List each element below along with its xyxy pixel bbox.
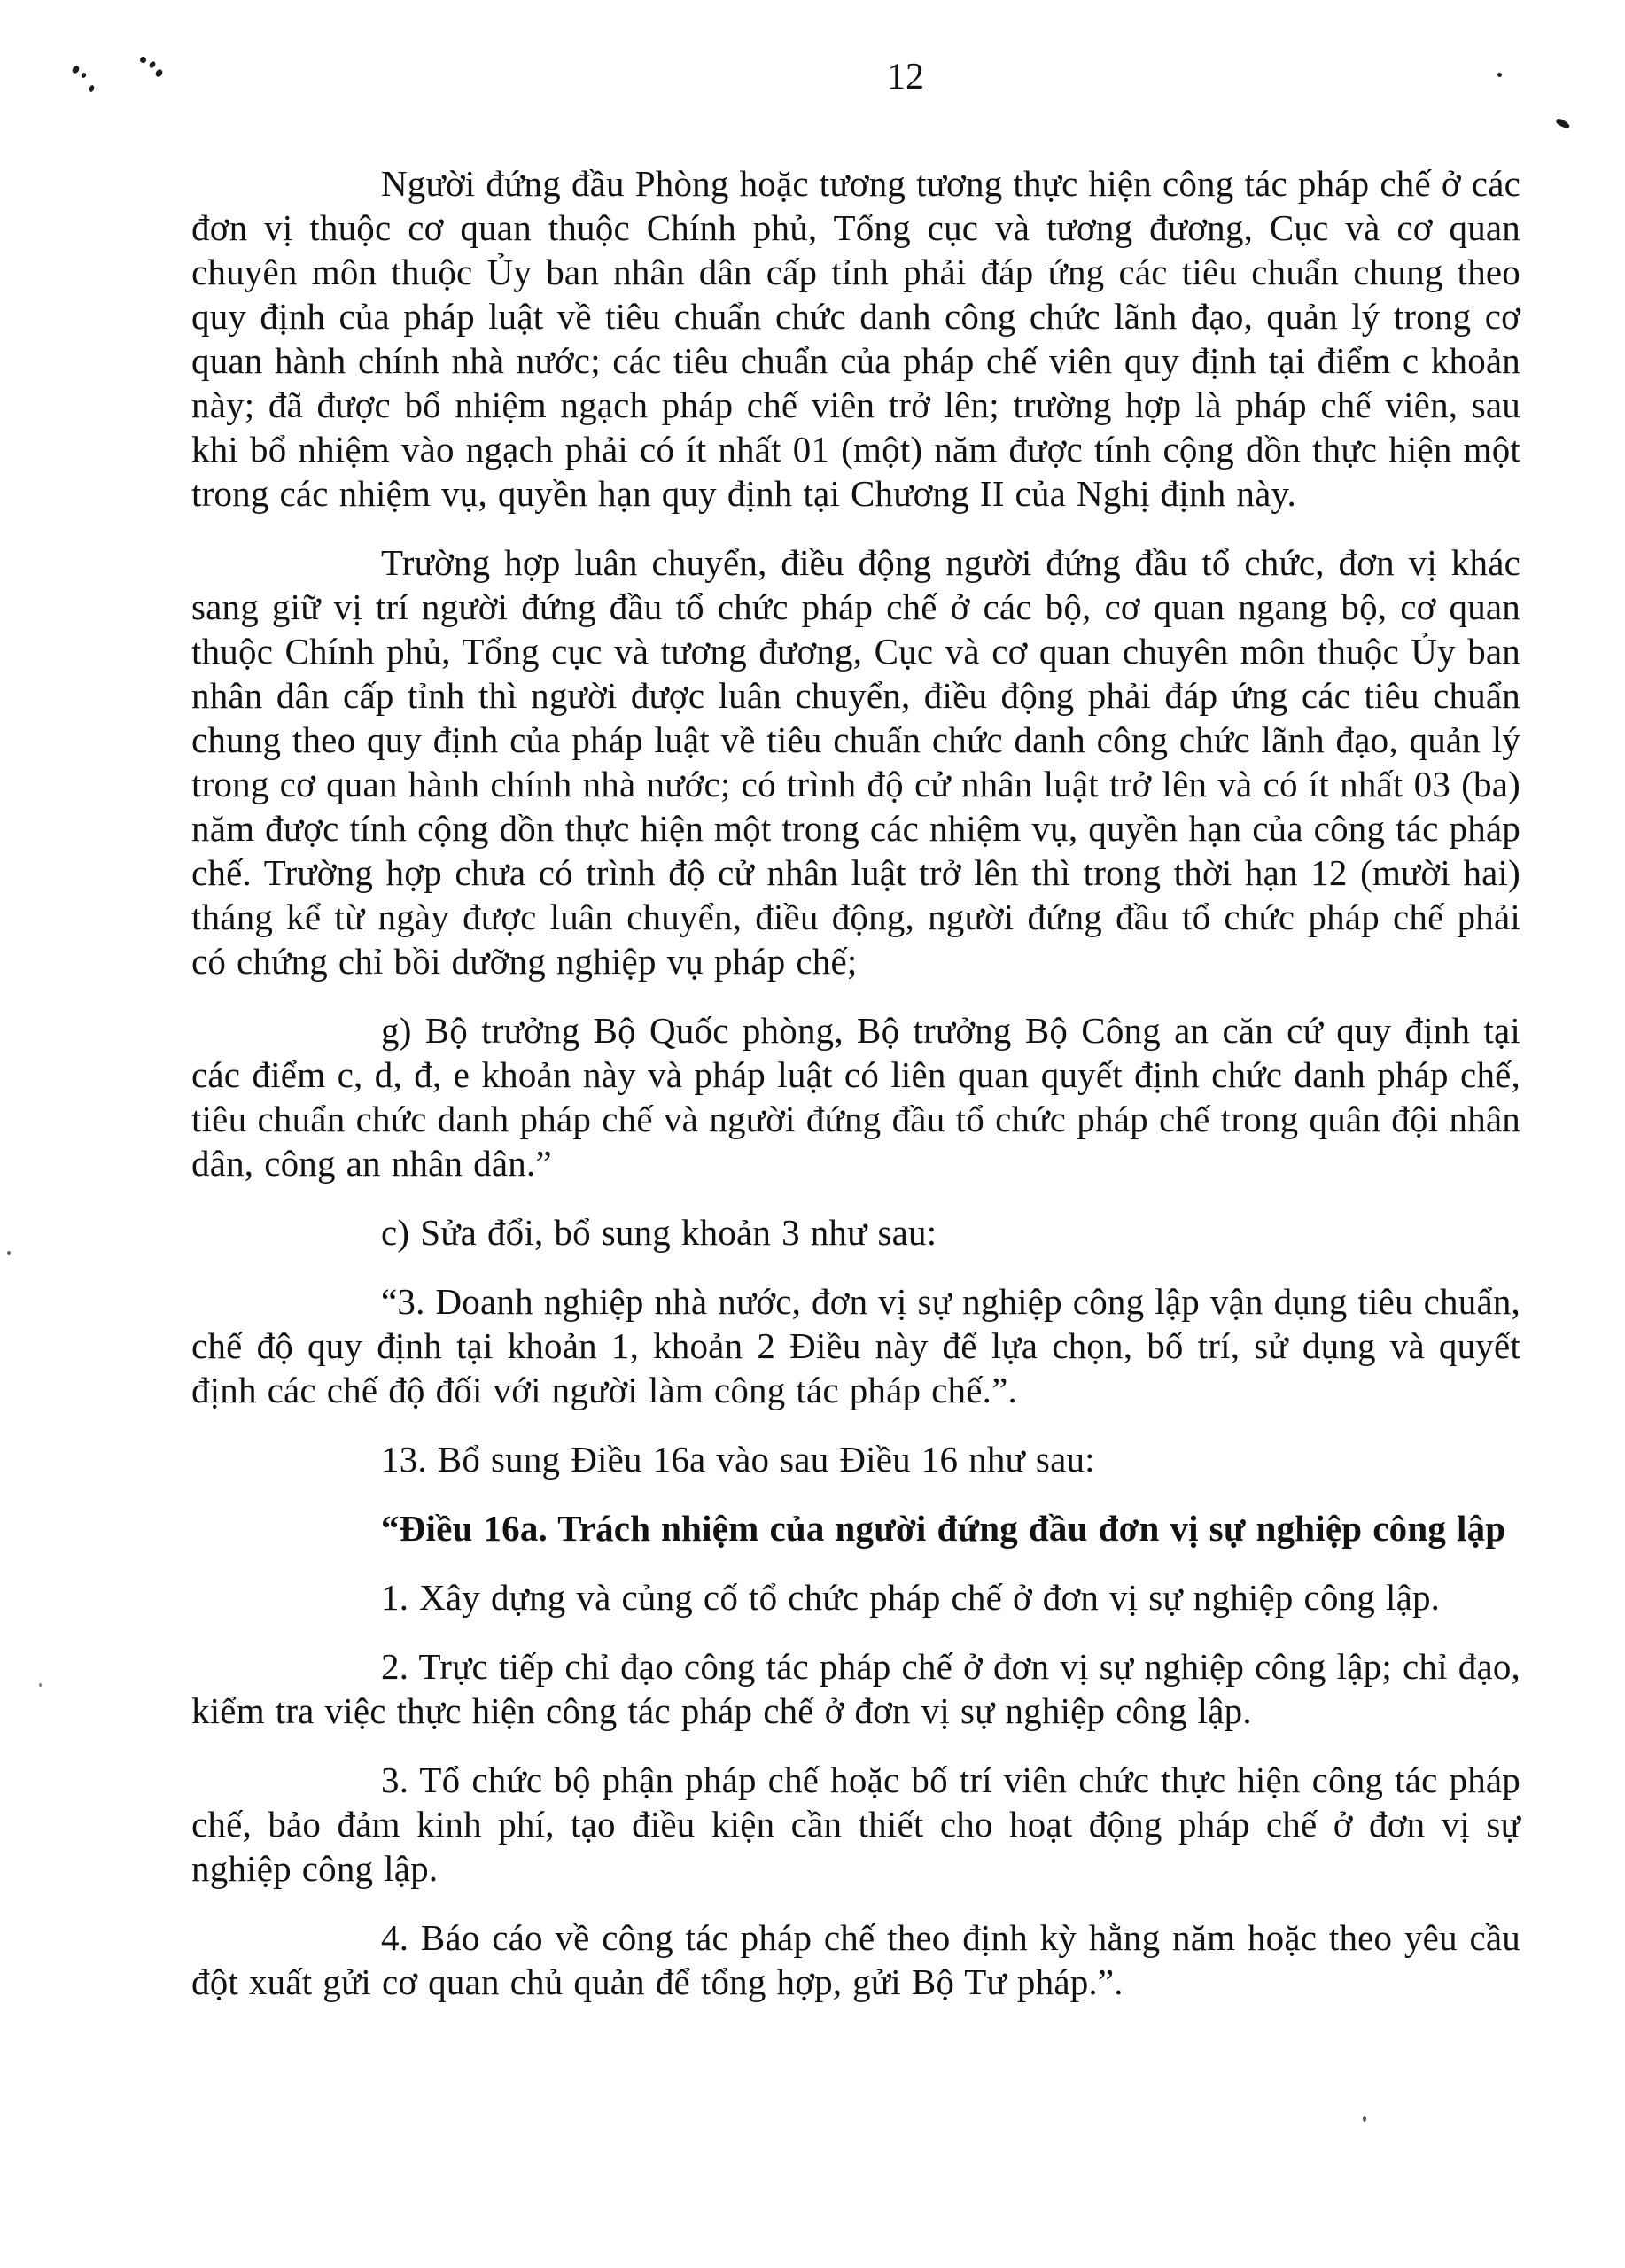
article-16a-heading: “Điều 16a. Trách nhiệm của người đứng đầu đơn vị sự nghiệp công lập	[381, 1508, 1506, 1549]
article-16a-item-4: 4. Báo cáo về công tác pháp chế theo định kỳ hằng năm hoặc theo yêu cầu đột xuất gửi cơ quan chủ quản để tổng hợp, gửi Bộ Tư pháp.”.	[191, 1917, 1520, 2002]
paragraph-clause-3-quoted: “3. Doanh nghiệp nhà nước, đơn vị sự nghiệp công lập vận dụng tiêu chuẩn, chế độ quy định tại khoản 1, khoản 2 Điều này để lựa chọn, bố trí, sử dụng và quyết định các chế độ đối với người làm công tác pháp chế.”.	[191, 1281, 1520, 1410]
ink-speck	[148, 60, 157, 69]
ink-speck	[140, 57, 146, 63]
article-16a-item-1: 1. Xây dựng và củng cố tổ chức pháp chế ở đơn vị sự nghiệp công lập.	[381, 1577, 1441, 1618]
ink-speck	[1363, 2116, 1366, 2122]
ink-speck	[7, 1251, 11, 1255]
ink-speck	[71, 65, 81, 74]
paragraph-rotation-transfer: Trường hợp luân chuyển, điều động người đứng đầu tổ chức, đơn vị khác sang giữ vị trí người đứng đầu tổ chức pháp chế ở các bộ, cơ quan ngang bộ, cơ quan thuộc Chính phủ, Tổng cục và tương đương, Cục và cơ quan chuyên môn thuộc Ủy ban nhân dân cấp tỉnh thì người được luân chuyển, điều động phải đáp ứng các tiêu chuẩn chung theo quy định của pháp luật về tiêu chuẩn chức danh công chức lãnh đạo, quản lý trong cơ quan hành chính nhà nước; có trình độ cử nhân luật trở lên và có ít nhất 03 (ba) năm được tính cộng dồn thực hiện một trong các nhiệm vụ, quyền hạn của công tác pháp chế. Trường hợp chưa có trình độ cử nhân luật trở lên thì trong thời hạn 12 (mười hai) tháng kể từ ngày được luân chuyển, điều động, người đứng đầu tổ chức pháp chế phải có chứng chỉ bồi dưỡng nghiệp vụ pháp chế;	[191, 542, 1520, 982]
ink-speck	[1555, 118, 1570, 130]
ink-speck	[39, 1683, 42, 1687]
ink-speck	[89, 84, 95, 92]
paragraph-point-c-amendment: c) Sửa đổi, bổ sung khoản 3 như sau:	[381, 1212, 937, 1253]
paragraph-item-13: 13. Bổ sung Điều 16a vào sau Điều 16 như sau:	[381, 1439, 1095, 1480]
page-number: 12	[887, 57, 924, 97]
ink-speck	[154, 68, 164, 78]
paragraph-point-g: g) Bộ trưởng Bộ Quốc phòng, Bộ trưởng Bộ Công an căn cứ quy định tại các điểm c, d, đ, e khoản này và pháp luật có liên quan quyết định chức danh pháp chế, tiêu chuẩn chức danh pháp chế và người đứng đầu tổ chức pháp chế trong quân đội nhân dân, công an nhân dân.”	[191, 1010, 1520, 1184]
document-body	[191, 161, 1520, 2004]
ink-speck	[81, 72, 87, 79]
paragraph-head-of-division: Người đứng đầu Phòng hoặc tương tương thực hiện công tác pháp chế ở các đơn vị thuộc cơ quan thuộc Chính phủ, Tổng cục và tương đương, Cục và cơ quan chuyên môn thuộc Ủy ban nhân dân cấp tỉnh phải đáp ứng các tiêu chuẩn chung theo quy định của pháp luật về tiêu chuẩn chức danh công chức lãnh đạo, quản lý trong cơ quan hành chính nhà nước; các tiêu chuẩn của pháp chế viên quy định tại điểm c khoản này; đã được bổ nhiệm ngạch pháp chế viên trở lên; trường hợp là pháp chế viên, sau khi bổ nhiệm vào ngạch phải có ít nhất 01 (một) năm được tính cộng dồn thực hiện một trong các nhiệm vụ, quyền hạn quy định tại Chương II của Nghị định này.	[191, 163, 1520, 514]
article-16a-item-2: 2. Trực tiếp chỉ đạo công tác pháp chế ở đơn vị sự nghiệp công lập; chỉ đạo, kiểm tra việc thực hiện công tác pháp chế ở đơn vị sự nghiệp công lập.	[191, 1646, 1520, 1731]
article-16a-item-3: 3. Tổ chức bộ phận pháp chế hoặc bố trí viên chức thực hiện công tác pháp chế, bảo đảm kinh phí, tạo điều kiện cần thiết cho hoạt động pháp chế ở đơn vị sự nghiệp công lập.	[191, 1759, 1520, 1889]
